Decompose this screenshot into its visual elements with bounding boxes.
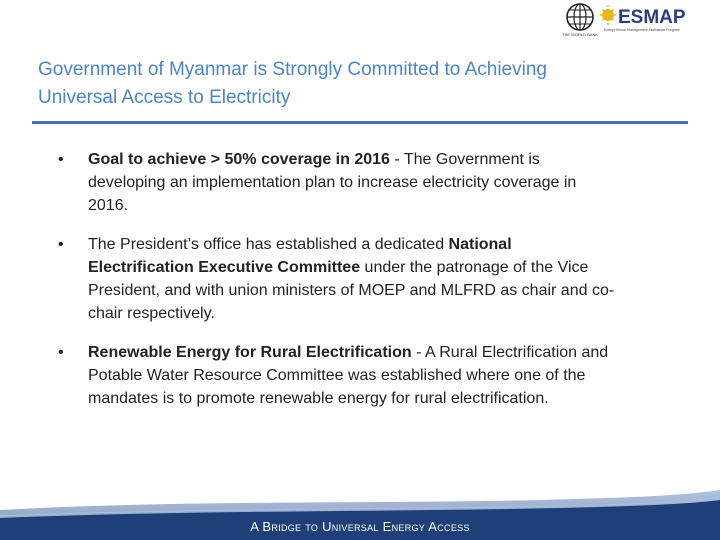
bullet-lead: Goal to achieve > 50% coverage in 2016 — [88, 151, 390, 168]
esmap-wordmark: ESMAP — [618, 7, 686, 28]
bullet-dot-icon: • — [58, 344, 64, 361]
title-divider — [32, 121, 688, 124]
bullet-list — [56, 148, 616, 426]
bullet-item — [56, 233, 616, 325]
bullet-text: - A Rural Electrification and Potable Water Resource Committee was established where one of the mandates is to promote renewable energy for rural electrification. — [88, 344, 609, 407]
bullet-lead: Renewable Energy for Rural Electrification — [88, 344, 412, 361]
footer-text: A Bridge to Universal Energy Access — [250, 519, 470, 534]
bullet-bold: National Electrification Executive Committee — [88, 236, 512, 276]
world-bank-globe-icon — [564, 2, 596, 32]
world-bank-caption: THE WORLD BANK — [562, 32, 599, 37]
bullet-item — [56, 341, 616, 410]
bullet-dot-icon: • — [58, 236, 64, 253]
bullet-text: The President’s office has established a dedicated — [88, 236, 449, 253]
bullet-item — [56, 148, 616, 217]
logo-area — [564, 0, 714, 40]
esmap-tagline: Energy Sector Management Assistance Program — [604, 28, 680, 32]
bullet-text: - The Government is developing an implementation plan to increase electricity coverage in 2016. — [88, 151, 577, 214]
slide-title: Government of Myanmar is Strongly Committed to Achieving Universal Access to Electricity — [38, 59, 547, 108]
bullet-dot-icon: • — [58, 151, 64, 168]
bullet-text: under the patronage of the Vice President, and with union ministers of MOEP and MLFRD as chair and co-chair respectively. — [88, 259, 615, 322]
